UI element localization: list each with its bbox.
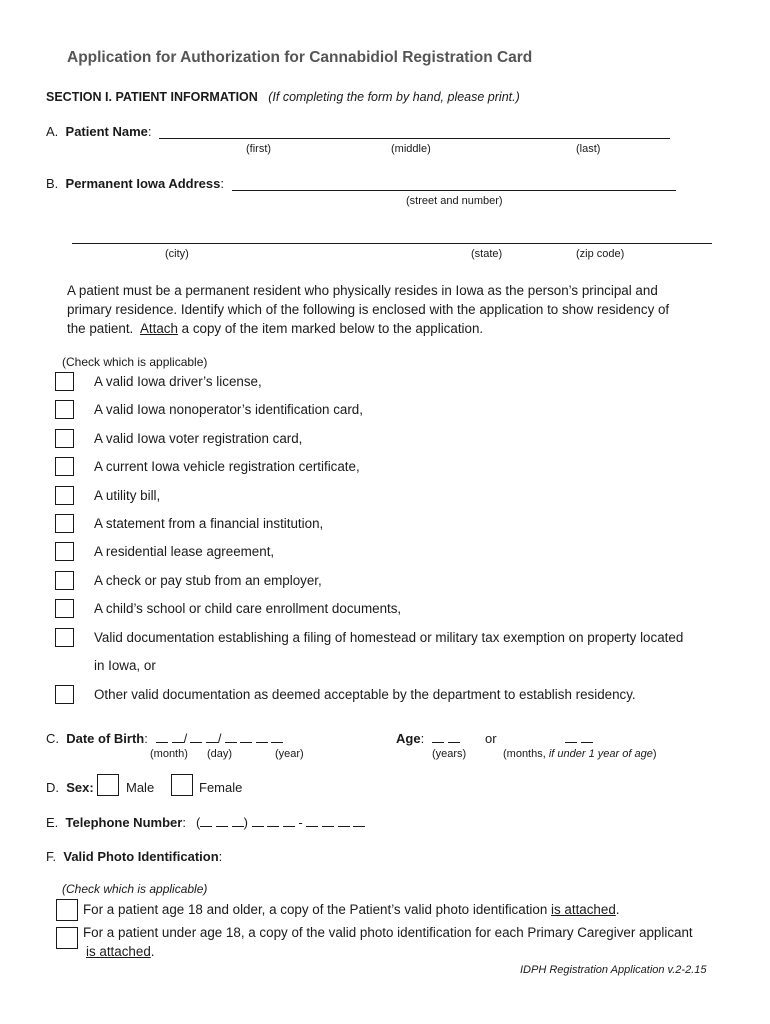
residency-check-note: (Check which is applicable) xyxy=(62,355,208,369)
residency-option-7: A residential lease agreement, xyxy=(94,544,275,559)
photo-id-check-note: (Check which is applicable) xyxy=(62,882,208,896)
photo-id-adult-checkbox[interactable] xyxy=(56,899,78,921)
photo-id-adult-option: For a patient age 18 and older, a copy of the Patient’s valid photo identification is attached. xyxy=(83,902,620,917)
residency-option-10: Valid documentation establishing a filing of homestead or military tax exemption on property located xyxy=(94,630,684,645)
residency-checkbox-1[interactable] xyxy=(55,372,74,391)
photo-id-label: F. Valid Photo Identification: xyxy=(46,849,223,864)
residency-option-3: A valid Iowa voter registration card, xyxy=(94,431,303,446)
item-letter: A. xyxy=(46,124,59,139)
age-months-caption: (months, if under 1 year of age) xyxy=(503,748,657,760)
residency-option-1: A valid Iowa driver’s license, xyxy=(94,374,262,389)
age-months-field[interactable] xyxy=(565,731,593,746)
dob-day-caption: (day) xyxy=(207,748,233,760)
phone-label: E. Telephone Number: xyxy=(46,815,186,830)
residency-checkbox-3[interactable] xyxy=(55,429,74,448)
residency-option-11: Other valid documentation as deemed acceptable by the department to establish residency. xyxy=(94,687,636,702)
footer-version: IDPH Registration Application v.2-2.15 xyxy=(520,964,707,976)
middle-name-caption: (middle) xyxy=(391,143,431,155)
zip-caption: (zip code) xyxy=(576,248,625,260)
item-letter: D. xyxy=(46,780,59,795)
item-letter: C. xyxy=(46,731,59,746)
residency-option-6: A statement from a financial institution, xyxy=(94,516,324,531)
item-letter: E. xyxy=(46,815,59,830)
age-years-field[interactable] xyxy=(432,731,460,746)
residency-option-8: A check or pay stub from an employer, xyxy=(94,573,322,588)
residency-checkbox-9[interactable] xyxy=(55,599,74,618)
address-label: B. Permanent Iowa Address: xyxy=(46,176,225,191)
section-title: SECTION I. PATIENT INFORMATION xyxy=(46,90,258,104)
residency-checkbox-2[interactable] xyxy=(55,400,74,419)
age-years-caption: (years) xyxy=(432,748,467,760)
photo-id-minor-checkbox[interactable] xyxy=(56,927,78,949)
sex-female-label: Female xyxy=(199,780,243,795)
residency-checkbox-8[interactable] xyxy=(55,571,74,590)
street-caption: (street and number) xyxy=(406,195,503,207)
dob-field[interactable]: / / xyxy=(156,731,283,746)
patient-name-label: A. Patient Name: xyxy=(46,124,152,139)
sex-male-checkbox[interactable] xyxy=(97,774,119,796)
dob-month-caption: (month) xyxy=(150,748,188,760)
item-letter: B. xyxy=(46,176,59,191)
photo-id-minor-option: For a patient under age 18, a copy of the valid photo identification for each Primary Caregiver applicant xyxy=(83,925,693,940)
sex-text: Sex: xyxy=(66,780,94,795)
first-name-caption: (first) xyxy=(246,143,272,155)
patient-name-text: Patient Name xyxy=(65,124,148,139)
dob-text: Date of Birth xyxy=(66,731,145,746)
age-or: or xyxy=(485,731,497,746)
residency-option-5: A utility bill, xyxy=(94,488,161,503)
item-letter: F. xyxy=(46,849,57,864)
phone-field[interactable]: ( ) - xyxy=(196,815,365,830)
residency-checkbox-4[interactable] xyxy=(55,457,74,476)
last-name-caption: (last) xyxy=(576,143,601,155)
paragraph-line: A patient must be a permanent resident who physically resides in Iowa as the person’s principal and xyxy=(67,283,658,298)
sex-female-checkbox[interactable] xyxy=(171,774,193,796)
address-text: Permanent Iowa Address xyxy=(65,176,221,191)
photo-id-minor-option-continued: is attached. xyxy=(86,944,155,959)
paragraph-line: the patient. Attach a copy of the item marked below to the application. xyxy=(67,321,484,336)
state-caption: (state) xyxy=(471,248,503,260)
dob-label: C. Date of Birth: xyxy=(46,731,148,746)
residency-checkbox-6[interactable] xyxy=(55,514,74,533)
photo-id-text: Valid Photo Identification xyxy=(63,849,219,864)
patient-name-field[interactable] xyxy=(159,138,670,139)
age-label: Age: xyxy=(396,731,425,746)
residency-option-9: A child’s school or child care enrollment documents, xyxy=(94,601,402,616)
street-address-field[interactable] xyxy=(232,190,676,191)
section-note: (If completing the form by hand, please print.) xyxy=(268,90,520,104)
dob-year-caption: (year) xyxy=(275,748,304,760)
city-caption: (city) xyxy=(165,248,189,260)
residency-checkbox-10[interactable] xyxy=(55,628,74,647)
sex-label xyxy=(46,780,94,795)
residency-option-4: A current Iowa vehicle registration certificate, xyxy=(94,459,360,474)
residency-paragraph xyxy=(67,281,669,338)
residency-checkbox-5[interactable] xyxy=(55,486,74,505)
residency-option-10-continued: in Iowa, or xyxy=(94,658,156,673)
phone-text: Telephone Number xyxy=(65,815,183,830)
city-state-zip-field[interactable] xyxy=(72,243,712,244)
section-heading xyxy=(46,90,520,104)
sex-male-label: Male xyxy=(126,780,155,795)
form-title: Application for Authorization for Cannabidiol Registration Card xyxy=(67,49,533,66)
age-text: Age xyxy=(396,731,421,746)
residency-option-2: A valid Iowa nonoperator’s identification card, xyxy=(94,402,363,417)
paragraph-line: primary residence. Identify which of the following is enclosed with the application to show residency of xyxy=(67,302,670,317)
residency-checkbox-7[interactable] xyxy=(55,542,74,561)
residency-checkbox-11[interactable] xyxy=(55,685,74,704)
